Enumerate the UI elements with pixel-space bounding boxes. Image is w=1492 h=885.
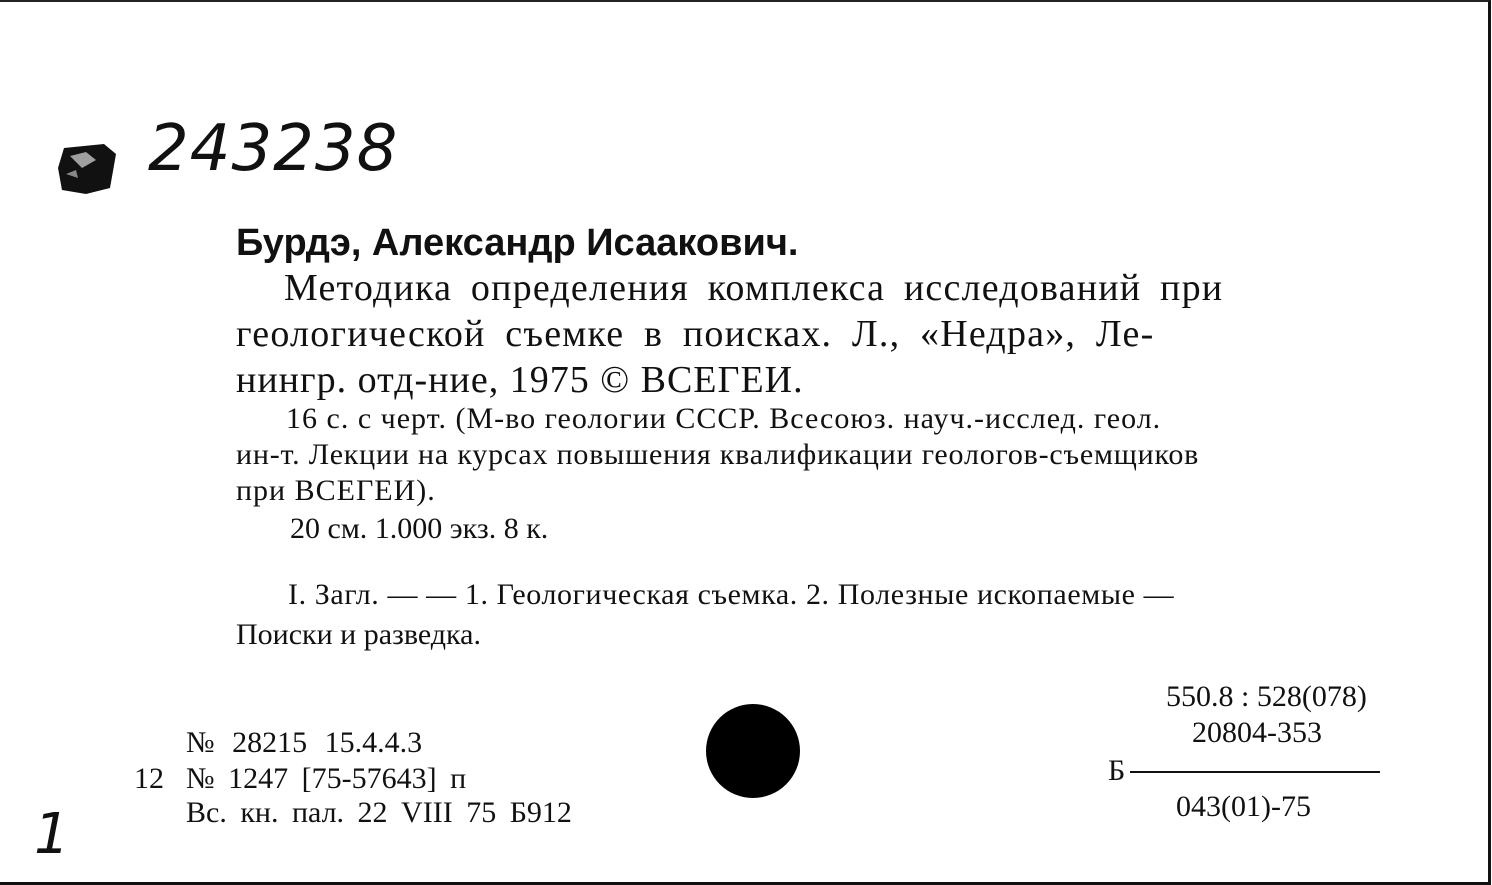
handwritten-corner-number: 1	[34, 802, 70, 867]
subjects-line-1: I. Загл. — — 1. Геологическая съемка. 2. Полезные ископаемые —	[288, 578, 1175, 611]
physical-description: 20 см. 1.000 экз. 8 к.	[290, 512, 549, 545]
bottom-line-2: № 1247 [75-57643] п	[186, 762, 467, 795]
fraction-line	[1130, 771, 1380, 773]
title-line-3: нингр. отд-ние, 1975 © ВСЕГЕИ.	[236, 359, 804, 401]
bottom-line-2-prefix: 12	[134, 762, 164, 795]
description-line-2: ин-т. Лекции на курсах повышения квалификации геологов-съемщиков	[236, 438, 1200, 471]
card-number: 243238	[148, 112, 399, 186]
library-stamp-icon	[56, 138, 120, 198]
subjects-line-2: Поиски и разведка.	[236, 618, 481, 651]
punch-hole	[706, 704, 800, 798]
bottom-line-1: № 28215 15.4.4.3	[186, 726, 423, 759]
classification-denominator: 043(01)-75	[1176, 790, 1311, 823]
bottom-line-3: Вс. кн. пал. 22 VIII 75 Б912	[186, 796, 572, 829]
udc-classification: 550.8 : 528(078)	[1166, 680, 1367, 713]
title-line-2: геологической съемке в поисках. Л., «Недра», Ле-	[236, 313, 1155, 355]
author-heading: Бурдэ, Александр Исаакович.	[236, 222, 799, 264]
title-line-1: Методика определения комплекса исследований при	[284, 267, 1224, 309]
description-line-1: 16 с. с черт. (М-во геологии СССР. Всесоюз. науч.-исслед. геол.	[286, 402, 1162, 435]
description-line-3: при ВСЕГЕИ).	[236, 474, 436, 507]
classification-b-label: Б	[1108, 754, 1126, 787]
classification-numerator: 20804-353	[1192, 716, 1322, 749]
